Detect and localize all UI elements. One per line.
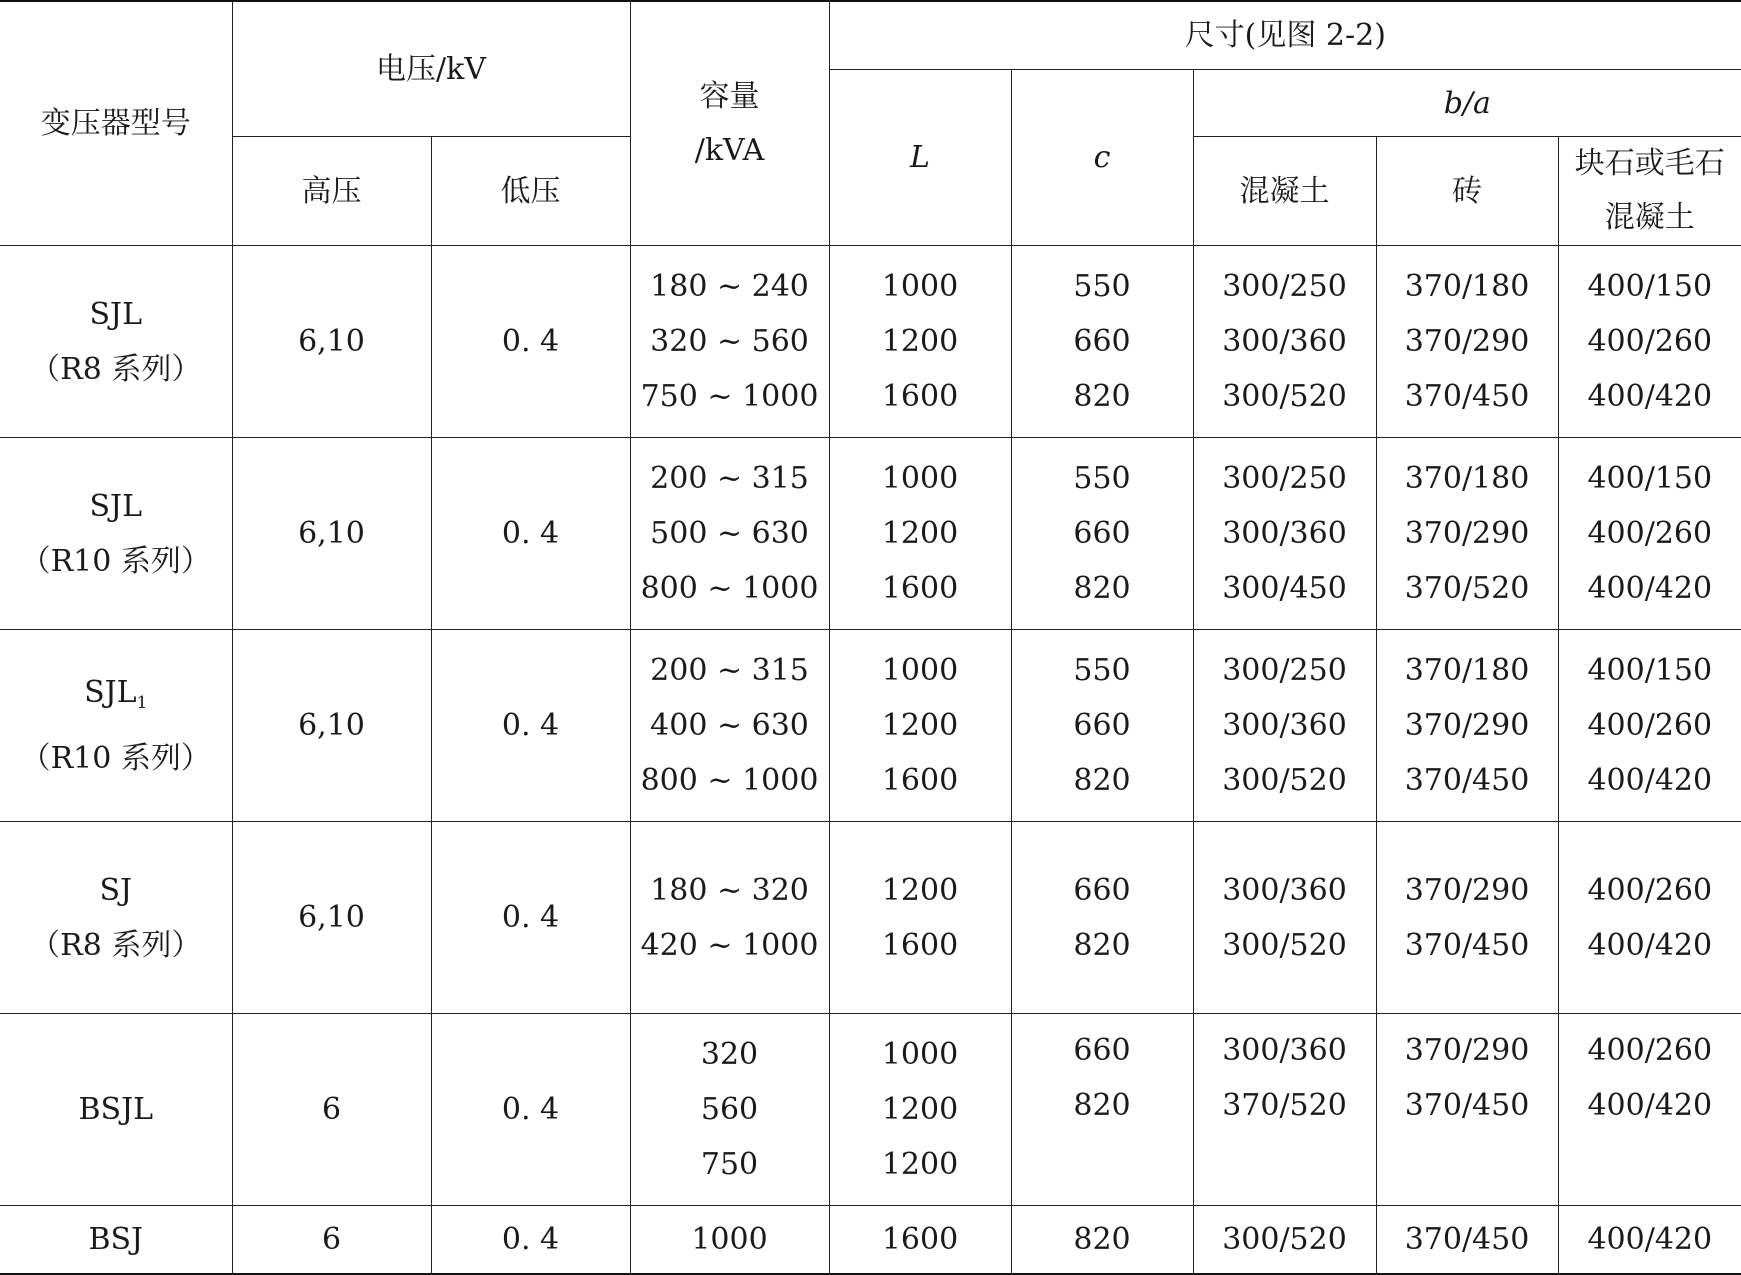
high-voltage-cell: 6,10: [232, 438, 431, 630]
concrete-cell: [1193, 822, 1376, 1014]
c-value: 820: [1073, 1088, 1131, 1123]
c-value: 820: [1073, 379, 1131, 414]
L-value: 1200: [881, 872, 959, 908]
model-cell: [0, 822, 232, 1014]
header-c: [1011, 70, 1193, 246]
table-row: [0, 822, 1741, 1014]
table-row: [0, 246, 1741, 438]
header-capacity-line1: 容量: [699, 78, 760, 114]
c-cell: [1011, 822, 1193, 1014]
low-voltage-cell: 0. 4: [431, 1206, 630, 1275]
stone-value: 400/150: [1587, 653, 1713, 688]
capacity-cell: [630, 822, 829, 1014]
L-value: 1200: [881, 1147, 959, 1182]
concrete-value: 300/520: [1222, 379, 1347, 414]
brick-value: 370/180: [1404, 461, 1530, 496]
model-cell: BSJL: [0, 1014, 232, 1206]
c-value: 820: [1073, 763, 1131, 798]
header-capacity-line2: /kVA: [694, 132, 765, 168]
stone-cell: 400/420: [1558, 1206, 1741, 1275]
capacity-cell: [630, 246, 829, 438]
brick-cell: 370/450: [1376, 1206, 1558, 1275]
concrete-value: 300/250: [1222, 653, 1347, 688]
model-cell: BSJ: [0, 1206, 232, 1275]
brick-value: 370/450: [1404, 379, 1530, 414]
header-L: [829, 70, 1011, 246]
high-voltage-cell: 6: [232, 1014, 431, 1206]
L-value: 1000: [881, 653, 959, 688]
stone-value: 400/420: [1587, 571, 1713, 606]
concrete-value: 300/520: [1222, 927, 1347, 963]
model-series: （R10 系列）: [20, 543, 211, 579]
brick-value: 370/290: [1404, 872, 1530, 908]
c-value: 660: [1073, 1033, 1131, 1068]
concrete-value: 300/360: [1222, 872, 1347, 908]
concrete-value: 300/360: [1222, 324, 1347, 359]
capacity-cell: [630, 630, 829, 822]
model-name: SJL: [89, 296, 142, 332]
stone-cell: [1558, 1014, 1741, 1206]
capacity-value: 750: [700, 1147, 759, 1182]
model-series: （R8 系列）: [30, 927, 202, 963]
capacity-value: 750 ~ 1000: [640, 379, 819, 414]
c-value: 820: [1073, 571, 1131, 606]
brick-cell: [1376, 438, 1558, 630]
c-value: 660: [1073, 324, 1131, 359]
capacity-cell: [630, 1014, 829, 1206]
low-voltage-cell: 0. 4: [431, 630, 630, 822]
header-high-voltage: 高压: [232, 137, 431, 246]
L-value: 1200: [881, 708, 959, 743]
c-cell: [1011, 1014, 1193, 1206]
high-voltage-cell: 6,10: [232, 630, 431, 822]
c-value: 820: [1073, 927, 1131, 963]
L-value: 1000: [881, 461, 959, 496]
header-row-1: [0, 1, 1741, 70]
concrete-cell: [1193, 438, 1376, 630]
model-name: SJL: [84, 675, 137, 710]
table-row: [0, 1206, 1741, 1275]
L-value: 1600: [881, 927, 959, 963]
stone-value: 400/260: [1587, 872, 1713, 908]
brick-value: 370/290: [1404, 708, 1530, 743]
L-cell: [829, 438, 1011, 630]
capacity-value: 180 ~ 320: [650, 872, 809, 908]
brick-cell: [1376, 1014, 1558, 1206]
brick-value: 370/450: [1404, 763, 1530, 798]
table-row: [0, 438, 1741, 630]
model-name-wrap: [0, 665, 232, 731]
brick-value: 370/450: [1404, 927, 1530, 963]
c-cell: [1011, 246, 1193, 438]
capacity-value: 400 ~ 630: [650, 708, 809, 743]
stone-value: 400/420: [1587, 763, 1713, 798]
L-value: 1600: [881, 571, 959, 606]
L-cell: [829, 1014, 1011, 1206]
concrete-value: 300/250: [1222, 461, 1347, 496]
high-voltage-cell: 6,10: [232, 246, 431, 438]
concrete-cell: [1193, 1014, 1376, 1206]
capacity-value: 560: [700, 1092, 759, 1127]
capacity-cell: 1000: [630, 1206, 829, 1275]
capacity-value: 420 ~ 1000: [640, 927, 819, 963]
brick-value: 370/290: [1404, 324, 1530, 359]
model-series: （R10 系列）: [20, 741, 211, 776]
header-dimensions: 尺寸(见图 2-2): [829, 1, 1741, 70]
concrete-value: 370/520: [1222, 1088, 1347, 1123]
stone-value: 400/150: [1587, 461, 1713, 496]
high-voltage-cell: 6: [232, 1206, 431, 1275]
header-b-over-a-text: b/a: [1443, 85, 1491, 121]
L-cell: [829, 630, 1011, 822]
concrete-cell: 300/520: [1193, 1206, 1376, 1275]
L-value: 1200: [881, 1092, 959, 1127]
c-value: 660: [1073, 872, 1131, 908]
capacity-value: 500 ~ 630: [650, 516, 809, 551]
capacity-value: 800 ~ 1000: [640, 763, 819, 798]
stone-value: 400/420: [1587, 927, 1713, 963]
stone-cell: [1558, 438, 1741, 630]
brick-value: 370/180: [1404, 269, 1530, 304]
L-value: 1000: [881, 269, 959, 304]
L-value: 1200: [881, 516, 959, 551]
stone-cell: [1558, 630, 1741, 822]
stone-value: 400/260: [1587, 516, 1713, 551]
header-stone-line1: 块石或毛石: [1574, 146, 1725, 181]
L-cell: 1600: [829, 1206, 1011, 1275]
concrete-value: 300/360: [1222, 708, 1347, 743]
c-value: 660: [1073, 516, 1131, 551]
low-voltage-cell: 0. 4: [431, 438, 630, 630]
capacity-value: 320 ~ 560: [650, 324, 809, 359]
stone-value: 400/150: [1587, 269, 1713, 304]
model-subscript: 1: [136, 693, 148, 713]
header-L-text: L: [910, 140, 930, 175]
low-voltage-cell: 0. 4: [431, 246, 630, 438]
model-cell: [0, 630, 232, 822]
table-row: [0, 630, 1741, 822]
header-concrete: 混凝土: [1193, 137, 1376, 246]
stone-value: 400/260: [1587, 708, 1713, 743]
capacity-value: 320: [700, 1037, 759, 1072]
capacity-value: 800 ~ 1000: [640, 571, 819, 606]
brick-value: 370/290: [1404, 516, 1530, 551]
stone-value: 400/260: [1587, 324, 1713, 359]
stone-cell: [1558, 246, 1741, 438]
concrete-cell: [1193, 630, 1376, 822]
c-value: 550: [1073, 269, 1131, 304]
stone-cell: [1558, 822, 1741, 1014]
L-value: 1200: [881, 324, 959, 359]
brick-cell: [1376, 246, 1558, 438]
brick-value: 370/520: [1404, 571, 1530, 606]
table-row: [0, 1014, 1741, 1206]
concrete-value: 300/250: [1222, 269, 1347, 304]
header-b-over-a: [1193, 70, 1741, 137]
header-capacity: [630, 1, 829, 246]
L-value: 1000: [881, 1037, 959, 1072]
L-value: 1600: [881, 763, 959, 798]
concrete-value: 300/360: [1222, 516, 1347, 551]
model-cell: [0, 246, 232, 438]
low-voltage-cell: 0. 4: [431, 822, 630, 1014]
capacity-cell: [630, 438, 829, 630]
c-cell: 820: [1011, 1206, 1193, 1275]
stone-value: 400/420: [1587, 1088, 1713, 1123]
brick-value: 370/180: [1404, 653, 1530, 688]
header-brick: 砖: [1376, 137, 1558, 246]
high-voltage-cell: 6,10: [232, 822, 431, 1014]
low-voltage-cell: 0. 4: [431, 1014, 630, 1206]
concrete-value: 300/450: [1222, 571, 1347, 606]
header-low-voltage: 低压: [431, 137, 630, 246]
model-name: SJ: [99, 872, 133, 908]
header-c-text: c: [1093, 140, 1111, 175]
brick-value: 370/290: [1404, 1033, 1530, 1068]
L-value: 1600: [881, 379, 959, 414]
capacity-value: 180 ~ 240: [650, 269, 809, 304]
header-stone: [1558, 137, 1741, 246]
concrete-cell: [1193, 246, 1376, 438]
brick-cell: [1376, 630, 1558, 822]
concrete-value: 300/520: [1222, 763, 1347, 798]
model-name: SJL: [89, 488, 142, 524]
L-cell: [829, 246, 1011, 438]
header-model: 变压器型号: [0, 1, 232, 246]
header-voltage: 电压/kV: [232, 1, 630, 137]
c-cell: [1011, 438, 1193, 630]
c-value: 660: [1073, 708, 1131, 743]
header-stone-line2: 混凝土: [1604, 200, 1695, 235]
stone-value: 400/260: [1587, 1033, 1713, 1068]
c-value: 550: [1073, 461, 1131, 496]
capacity-value: 200 ~ 315: [650, 653, 809, 688]
L-cell: [829, 822, 1011, 1014]
brick-cell: [1376, 822, 1558, 1014]
capacity-value: 200 ~ 315: [650, 461, 809, 496]
brick-value: 370/450: [1404, 1088, 1530, 1123]
stone-value: 400/420: [1587, 379, 1713, 414]
model-cell: [0, 438, 232, 630]
c-cell: [1011, 630, 1193, 822]
model-series: （R8 系列）: [30, 351, 202, 387]
c-value: 550: [1073, 653, 1131, 688]
concrete-value: 300/360: [1222, 1033, 1347, 1068]
